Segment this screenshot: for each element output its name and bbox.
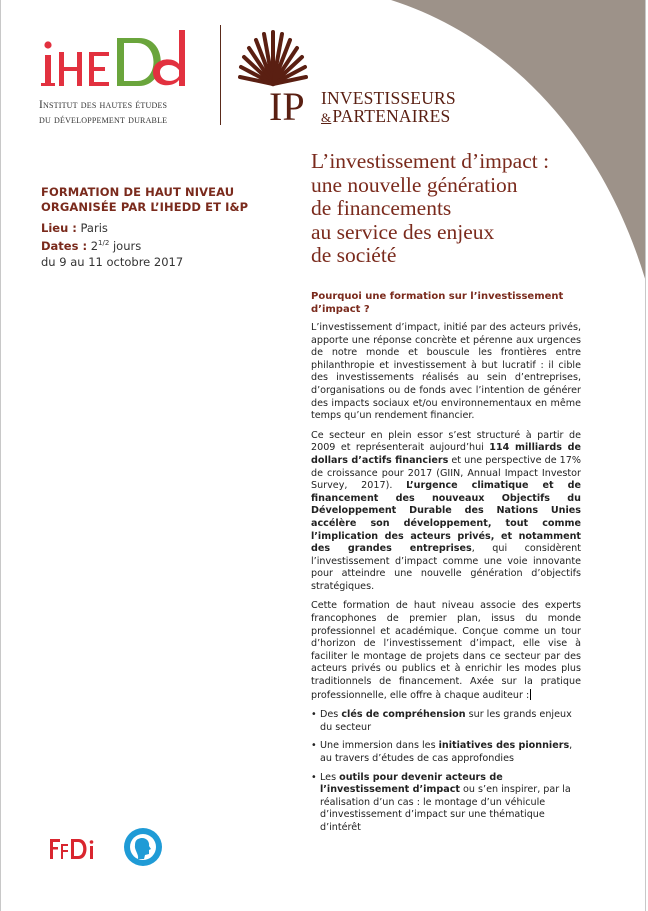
paragraph-formation[interactable] bbox=[311, 600, 581, 702]
text-run: sur les grands enjeux du secteur bbox=[320, 709, 572, 733]
event-info bbox=[41, 185, 281, 270]
text-run: Des bbox=[320, 709, 342, 721]
text-run: , qui considèrent l’investissement d’impact comme une voie innovante pour atteindre une nouvelle génération d’objectifs stratégiques. bbox=[311, 543, 582, 592]
ihedd-logo bbox=[39, 28, 214, 128]
dates-days: 2 bbox=[90, 239, 99, 253]
palm-tree-icon bbox=[233, 26, 313, 88]
title-line: L’investissement d’impact : bbox=[311, 149, 550, 173]
ihedd-subtitle-line1: Institut des hautes études bbox=[39, 99, 168, 111]
organizer-title-line1: FORMATION DE HAUT NIVEAU bbox=[41, 185, 235, 199]
ferdi-logo bbox=[49, 836, 101, 862]
ip-line2: PARTENAIRES bbox=[332, 106, 451, 126]
text-caret bbox=[530, 689, 531, 700]
text-run: Les bbox=[320, 771, 340, 783]
investissements-avenir-logo bbox=[122, 826, 164, 868]
title-line: une nouvelle génération bbox=[311, 172, 518, 197]
title-line: de société bbox=[311, 243, 397, 267]
location bbox=[41, 220, 281, 236]
bold-run: outils pour devenir acteurs de l’investissement d’impact bbox=[320, 771, 503, 796]
paragraph-sector bbox=[311, 430, 581, 594]
bullet-icon: • bbox=[311, 740, 317, 752]
location-value: Paris bbox=[80, 221, 108, 235]
organizer-title-line2: ORGANISÉE PAR L’IHEDD ET I&P bbox=[41, 200, 249, 214]
ip-line1: INVESTISSEURS bbox=[321, 88, 456, 108]
location-label: Lieu : bbox=[41, 221, 77, 235]
bold-run: 114 milliards de dollars d’actifs financiers bbox=[311, 442, 582, 466]
bold-run: initiatives des pionniers bbox=[438, 740, 570, 752]
text-run: Ce secteur en plein essor s’est structuré à partir de 2009 et représenterait aujourd’hui bbox=[311, 429, 581, 454]
bold-run: clés de compréhension bbox=[341, 709, 466, 721]
body-text bbox=[311, 322, 581, 841]
bullet-icon: • bbox=[311, 771, 317, 783]
text-run: ou s’en inspirer, par la réalisation d’un cas : le montage d’un véhicule d’investissement d’impact sur une thématique d’intérêt bbox=[320, 784, 571, 833]
section-subheading: Pourquoi une formation sur l’investissement d’impact ? bbox=[311, 291, 564, 315]
ihedd-subtitle-line2: du développement durable bbox=[39, 114, 168, 126]
dates bbox=[41, 238, 281, 270]
paragraph-intro: L’investissement d’impact, initié par des acteurs privés, apporte une réponse concrète et pérenne aux urgences de notre monde et bouscule les frontières entre philanthropie et investissement à but lucratif : il cible des investissements réalisés au sein d’entreprises, d’organisations ou de fonds avec l’intention de générer des impacts sociaux et/ou environnementaux en même temps qu’un rendement financier. bbox=[311, 322, 581, 422]
dates-label: Dates : bbox=[41, 239, 88, 253]
document-title bbox=[311, 150, 631, 268]
ip-monogram: IP bbox=[269, 84, 305, 129]
list-item bbox=[311, 772, 581, 835]
title-line: au service des enjeux bbox=[311, 219, 495, 244]
dates-fraction: 1/2 bbox=[98, 239, 110, 248]
text-run: Une immersion dans les bbox=[320, 740, 439, 752]
logo-divider bbox=[220, 25, 221, 125]
list-item bbox=[311, 709, 581, 734]
ihedd-wordmark bbox=[39, 28, 214, 94]
bold-run: L’urgence climatique et de financement des nouveaux Objectifs du Développement Durable des Nations Unies accélère son développement, tout comme l’implication des acteurs privés, et notamment des grandes entreprises bbox=[311, 480, 582, 555]
ip-logo bbox=[233, 26, 473, 128]
dates-unit: jours bbox=[112, 239, 142, 253]
text-run: , au travers d’études de cas approfondies bbox=[320, 740, 573, 764]
dates-range: du 9 au 11 octobre 2017 bbox=[41, 255, 184, 269]
ip-wordmark bbox=[321, 89, 456, 127]
list-item bbox=[311, 740, 581, 765]
benefits-list bbox=[311, 709, 581, 834]
bullet-icon: • bbox=[311, 709, 317, 721]
text-run: et une perspective de 17% de croissance pour 2017 (GIIN, Annual Impact Investor Survey, 2017). bbox=[311, 454, 582, 492]
text-run: Cette formation de haut niveau associe des experts francophones de premier plan, issus du monde professionnel et académique. Conçue comme un tour d’horizon de l’investissement d’impact, elle vise à faciliter le montage de projets dans ce secteur par des acteurs privés ou publics et à enrichir les modes plus traditionnels de financement. Axée sur la pratique professionnelle, elle offre à chaque auditeur : bbox=[311, 600, 581, 701]
organizer-title bbox=[41, 185, 281, 215]
ihedd-subtitle bbox=[39, 98, 214, 128]
title-line: de financements bbox=[311, 196, 452, 220]
ip-ampersand: & bbox=[321, 110, 332, 125]
